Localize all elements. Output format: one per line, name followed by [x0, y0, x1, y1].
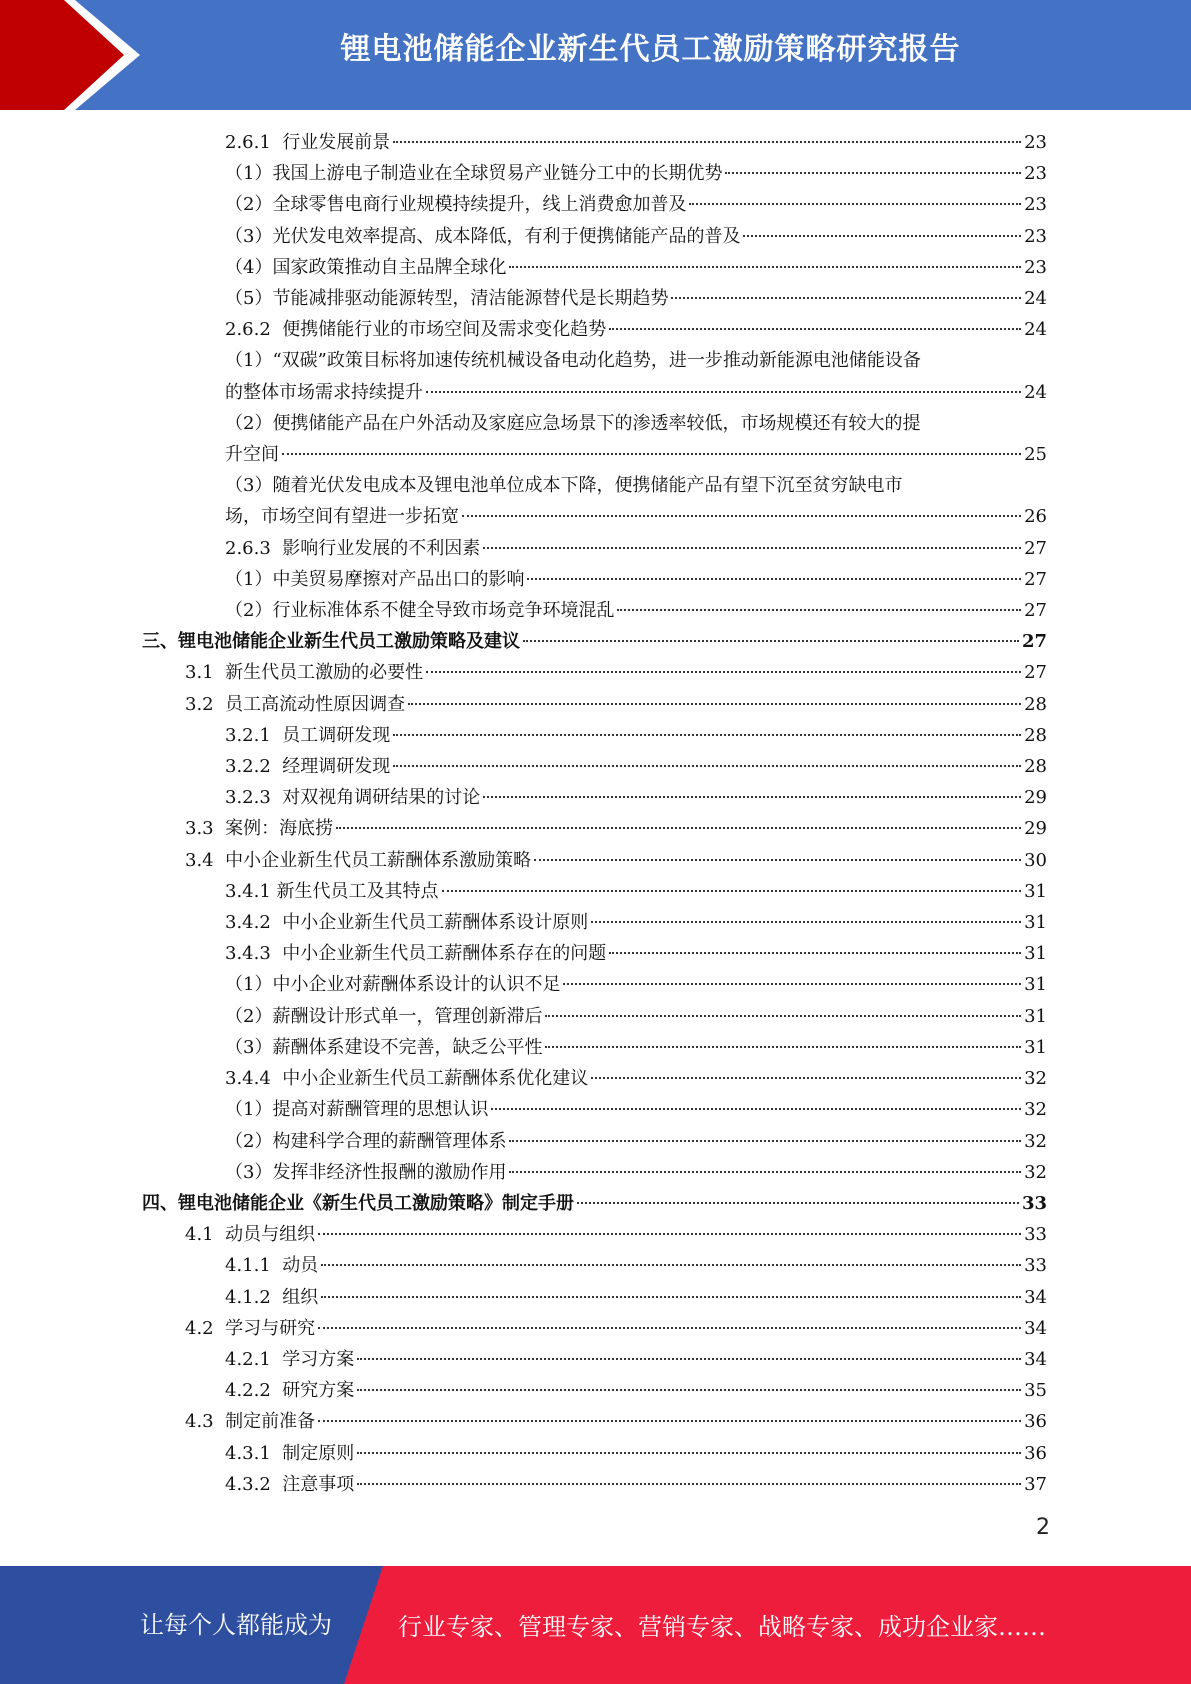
toc-dot-leader: [509, 1171, 1021, 1173]
toc-dot-leader: [689, 203, 1021, 205]
toc-entry-title: 学习与研究: [225, 1317, 316, 1339]
toc-entry[interactable]: [225, 533, 1191, 564]
toc-entry[interactable]: [225, 938, 1191, 969]
toc-entry[interactable]: [225, 751, 1191, 782]
toc-entry-title: 薪酬设计形式单一，管理创新滞后: [272, 1005, 543, 1027]
toc-entry-title: 经理调研发现: [282, 756, 391, 778]
toc-dot-leader: [318, 1420, 1021, 1422]
toc-entry-page: 27: [1024, 662, 1047, 684]
toc-entry-number: （1）: [225, 350, 273, 372]
toc-entry-title: 随着光伏发电成本及锂电池单位成本下降，便携储能产品有望下沉至贫穷缺电市: [272, 475, 903, 497]
toc-dot-leader: [609, 328, 1021, 330]
toc-entry-number: 3.3: [185, 818, 226, 840]
toc-dot-leader: [527, 578, 1021, 580]
toc-entry-page: 32: [1024, 1130, 1047, 1152]
toc-entry-page: 31: [1024, 912, 1047, 934]
toc-entry-number: 4.2.2: [225, 1380, 283, 1402]
toc-entry-number: 2.6.2: [225, 319, 283, 341]
toc-dot-leader: [426, 671, 1021, 673]
footer-slogan-right: 行业专家、管理专家、营销专家、战略专家、成功企业家……: [398, 1613, 1046, 1641]
toc-entry-number: 2.6.3: [225, 537, 283, 559]
toc-entry[interactable]: [185, 813, 1191, 844]
toc-dot-leader: [336, 827, 1021, 829]
toc-entry[interactable]: [225, 408, 1191, 470]
toc-entry-title: 锂电池储能企业新生代员工激励策略及建议: [178, 631, 520, 653]
toc-entry[interactable]: [225, 564, 1191, 595]
toc-dot-leader: [609, 952, 1021, 954]
toc-entry-page: 24: [1024, 381, 1047, 403]
toc-entry-number: 3.4.1: [225, 880, 277, 902]
toc-entry-page: 29: [1024, 818, 1047, 840]
toc-entry-title: 员工高流动性原因调查: [225, 693, 406, 715]
toc-dot-leader: [545, 1015, 1021, 1017]
toc-entry-page: 23: [1024, 225, 1047, 247]
page-header: [0, 0, 1191, 110]
toc-entry[interactable]: [225, 314, 1191, 345]
toc-dot-leader: [545, 1046, 1021, 1048]
toc-entry-title: 注意事项: [282, 1473, 355, 1495]
toc-entry-page: 29: [1024, 787, 1047, 809]
toc-entry-title: 我国上游电子制造业在全球贸易产业链分工中的长期优势: [272, 163, 723, 185]
toc-entry-page: 34: [1024, 1286, 1047, 1308]
toc-entry[interactable]: [225, 345, 1191, 407]
toc-entry-title: 薪酬体系建设不完善，缺乏公平性: [272, 1036, 543, 1058]
toc-entry-number: 三、: [142, 631, 178, 653]
toc-entry-title: 光伏发电效率提高、成本降低，有利于便携储能产品的普及: [272, 225, 741, 247]
toc-dot-leader: [617, 609, 1021, 611]
toc-entry-page: 31: [1024, 974, 1047, 996]
toc-entry-title: 中小企业新生代员工薪酬体系设计原则: [282, 912, 589, 934]
toc-entry-page: 33: [1024, 1224, 1047, 1246]
toc-entry-title: 提高对薪酬管理的思想认识: [272, 1099, 489, 1121]
toc-entry-title: 全球零售电商行业规模持续提升，线上消费愈加普及: [272, 194, 687, 216]
toc-entry-page: 27: [1021, 631, 1047, 653]
toc-dot-leader: [357, 1483, 1021, 1485]
toc-entry[interactable]: [225, 158, 1191, 189]
table-of-contents: [0, 127, 1191, 1500]
toc-entry-number: （2）: [225, 1130, 273, 1152]
toc-entry-title: 对双视角调研结果的讨论: [282, 787, 481, 809]
toc-entry-number: （1）: [225, 1099, 273, 1121]
toc-entry[interactable]: [225, 189, 1191, 220]
toc-entry[interactable]: [225, 1001, 1191, 1032]
toc-dot-leader: [282, 453, 1021, 455]
toc-dot-leader: [483, 547, 1021, 549]
toc-entry-page: 23: [1024, 132, 1047, 153]
toc-entry[interactable]: [185, 1406, 1191, 1437]
toc-entry-number: （3）: [225, 475, 273, 497]
toc-entry[interactable]: [225, 1094, 1191, 1125]
toc-dot-leader: [321, 1296, 1021, 1298]
toc-entry[interactable]: [185, 1219, 1191, 1250]
toc-entry-number: （5）: [225, 288, 273, 310]
toc-dot-leader: [318, 1233, 1021, 1235]
toc-dot-leader: [509, 1140, 1021, 1142]
toc-entry-title: 员工调研发现: [282, 724, 391, 746]
toc-dot-leader: [321, 1264, 1021, 1266]
toc-entry-number: 4.3: [185, 1411, 226, 1433]
toc-entry[interactable]: [185, 1313, 1191, 1344]
toc-dot-leader: [523, 640, 1019, 642]
toc-entry-title: 案例：海底捞: [225, 818, 334, 840]
toc-entry-page: 32: [1024, 1161, 1047, 1183]
toc-entry[interactable]: [225, 1375, 1191, 1406]
toc-entry-page: 23: [1024, 163, 1047, 185]
toc-dot-leader: [393, 734, 1021, 736]
toc-entry-page: 36: [1024, 1411, 1047, 1433]
page-number: 2: [1036, 1515, 1050, 1540]
document-title: 锂电池储能企业新生代员工激励策略研究报告: [340, 32, 961, 67]
toc-entry-number: （2）: [225, 412, 273, 434]
toc-entry-page: 35: [1024, 1380, 1047, 1402]
toc-entry-number: （3）: [225, 225, 273, 247]
toc-entry-number: 4.1.2: [225, 1286, 283, 1308]
toc-entry-number: （1）: [225, 163, 273, 185]
toc-entry-title: 中小企业新生代员工薪酬体系优化建议: [282, 1068, 589, 1090]
toc-entry-page: 28: [1024, 693, 1047, 715]
toc-dot-leader: [743, 235, 1021, 237]
toc-dot-leader: [563, 983, 1021, 985]
toc-entry[interactable]: [225, 470, 1191, 532]
toc-entry-title: 节能减排驱动能源转型，清洁能源替代是长期趋势: [272, 288, 669, 310]
toc-entry-page: 30: [1024, 849, 1047, 871]
toc-dot-leader: [725, 172, 1021, 174]
toc-entry-page: 27: [1024, 537, 1047, 559]
toc-entry[interactable]: [225, 1250, 1191, 1281]
toc-entry[interactable]: [185, 657, 1191, 688]
toc-entry-page: 31: [1024, 943, 1047, 965]
toc-entry-number: 3.1: [185, 662, 226, 684]
toc-entry[interactable]: [225, 1126, 1191, 1157]
toc-entry-number: （4）: [225, 256, 273, 278]
toc-entry-page: 23: [1024, 256, 1047, 278]
toc-entry-title-continued: 的整体市场需求持续提升: [225, 381, 423, 403]
toc-entry-title: 新生代员工激励的必要性: [225, 662, 424, 684]
toc-entry-number: 4.2.1: [225, 1348, 283, 1370]
toc-entry-title: 制定原则: [282, 1442, 355, 1464]
toc-entry[interactable]: [225, 252, 1191, 283]
toc-entry[interactable]: [225, 969, 1191, 1000]
toc-dot-leader: [591, 921, 1021, 923]
toc-entry[interactable]: [225, 876, 1191, 907]
toc-entry[interactable]: [225, 221, 1191, 252]
toc-entry[interactable]: [225, 595, 1191, 626]
toc-entry-title: 组织: [282, 1286, 319, 1308]
toc-entry-page: 32: [1024, 1068, 1047, 1090]
toc-entry-number: （3）: [225, 1036, 273, 1058]
toc-entry-number: 3.4: [185, 849, 226, 871]
toc-entry-number: （1）: [225, 974, 273, 996]
toc-dot-leader: [462, 515, 1021, 517]
toc-entry-number: （2）: [225, 194, 273, 216]
toc-entry-page: 24: [1024, 319, 1047, 341]
toc-entry[interactable]: [185, 845, 1191, 876]
toc-dot-leader: [393, 765, 1021, 767]
toc-entry[interactable]: [225, 127, 1191, 158]
toc-entry[interactable]: [225, 1469, 1191, 1500]
toc-dot-leader: [357, 1358, 1021, 1360]
toc-entry-number: 4.3.2: [225, 1473, 283, 1495]
toc-entry-number: 4.1: [185, 1224, 226, 1246]
toc-dot-leader: [408, 703, 1021, 705]
toc-entry-number: 3.2.3: [225, 787, 283, 809]
toc-entry-title: 行业发展前景: [282, 132, 391, 153]
toc-entry-number: 四、: [142, 1192, 178, 1214]
toc-entry[interactable]: [185, 689, 1191, 720]
toc-entry[interactable]: [225, 907, 1191, 938]
toc-entry-page: 33: [1024, 1255, 1047, 1277]
toc-entry[interactable]: [225, 720, 1191, 751]
toc-entry-title: 便携储能产品在户外活动及家庭应急场景下的渗透率较低，市场规模还有较大的提: [272, 412, 921, 434]
toc-entry[interactable]: [225, 1063, 1191, 1094]
toc-entry-title: 便携储能行业的市场空间及需求变化趋势: [282, 319, 607, 341]
toc-entry[interactable]: [225, 1157, 1191, 1188]
toc-entry-title: 影响行业发展的不利因素: [282, 537, 481, 559]
toc-entry-number: 2.6.1: [225, 132, 283, 153]
toc-entry-page: 26: [1024, 506, 1047, 528]
toc-dot-leader: [577, 1202, 1019, 1204]
toc-entry-title: 中小企业新生代员工薪酬体系存在的问题: [282, 943, 607, 965]
toc-entry[interactable]: [225, 1344, 1191, 1375]
toc-entry[interactable]: [225, 283, 1191, 314]
toc-entry-title: 研究方案: [282, 1380, 355, 1402]
toc-entry-title-continued: 升空间: [225, 444, 279, 466]
toc-entry[interactable]: [225, 1282, 1191, 1313]
toc-entry-title: 动员: [282, 1255, 319, 1277]
toc-dot-leader: [318, 1327, 1021, 1329]
toc-entry-number: 4.3.1: [225, 1442, 283, 1464]
toc-entry-title: 锂电池储能企业《新生代员工激励策略》制定手册: [178, 1192, 574, 1214]
toc-entry-title: 发挥非经济性报酬的激励作用: [272, 1161, 507, 1183]
toc-entry-page: 37: [1024, 1473, 1047, 1495]
toc-dot-leader: [357, 1452, 1021, 1454]
footer-slogan-left: 让每个人都能成为: [140, 1611, 332, 1639]
toc-entry-number: （2）: [225, 1005, 273, 1027]
toc-dot-leader: [509, 266, 1021, 268]
toc-entry-number: （3）: [225, 1161, 273, 1183]
toc-entry-number: 3.4.4: [225, 1068, 283, 1090]
toc-entry-page: 24: [1024, 288, 1047, 310]
toc-entry-page: 27: [1024, 600, 1047, 622]
toc-dot-leader: [483, 796, 1021, 798]
toc-entry-number: 3.4.3: [225, 943, 283, 965]
toc-entry-page: 36: [1024, 1442, 1047, 1464]
toc-entry-title: 中小企业新生代员工薪酬体系激励策略: [225, 849, 532, 871]
toc-entry-page: 33: [1021, 1192, 1047, 1214]
toc-entry[interactable]: [142, 1188, 1191, 1219]
toc-dot-leader: [357, 1389, 1021, 1391]
toc-dot-leader: [534, 859, 1021, 861]
toc-dot-leader: [426, 391, 1021, 393]
toc-entry-title: 新生代员工及其特点: [276, 880, 439, 902]
toc-entry-number: （1）: [225, 568, 273, 590]
toc-entry-page: 25: [1024, 444, 1047, 466]
toc-entry-page: 23: [1024, 194, 1047, 216]
toc-dot-leader: [491, 1108, 1021, 1110]
toc-entry-page: 31: [1024, 880, 1047, 902]
toc-entry-number: 3.2.1: [225, 724, 283, 746]
toc-entry-title: 中小企业对薪酬体系设计的认识不足: [272, 974, 561, 996]
toc-entry[interactable]: [225, 1032, 1191, 1063]
toc-entry-page: 32: [1024, 1099, 1047, 1121]
toc-entry-title: 学习方案: [282, 1348, 355, 1370]
toc-entry-page: 31: [1024, 1005, 1047, 1027]
toc-entry-title: 动员与组织: [225, 1224, 316, 1246]
toc-entry-page: 28: [1024, 756, 1047, 778]
toc-entry[interactable]: [142, 626, 1191, 657]
header-chevron-decoration: [0, 0, 160, 110]
toc-entry-title: 国家政策推动自主品牌全球化: [272, 256, 507, 278]
toc-entry-page: 27: [1024, 568, 1047, 590]
toc-entry-page: 28: [1024, 724, 1047, 746]
toc-entry-number: 3.4.2: [225, 912, 283, 934]
toc-entry-page: 34: [1024, 1348, 1047, 1370]
toc-dot-leader: [393, 141, 1021, 143]
toc-entry-title: 制定前准备: [225, 1411, 316, 1433]
toc-dot-leader: [442, 890, 1022, 892]
toc-entry-number: 4.1.1: [225, 1255, 283, 1277]
toc-entry-title: “双碳”政策目标将加速传统机械设备电动化趋势，进一步推动新能源电池储能设备: [272, 350, 921, 372]
toc-entry-title: 行业标准体系不健全导致市场竞争环境混乱: [272, 600, 615, 622]
toc-entry-number: 3.2.2: [225, 756, 283, 778]
toc-entry-title: 中美贸易摩擦对产品出口的影响: [272, 568, 525, 590]
toc-entry-number: 4.2: [185, 1317, 226, 1339]
toc-entry[interactable]: [225, 1438, 1191, 1469]
toc-entry[interactable]: [225, 782, 1191, 813]
toc-entry-number: （2）: [225, 600, 273, 622]
toc-entry-number: 3.2: [185, 693, 226, 715]
toc-dot-leader: [671, 297, 1021, 299]
page-footer: [0, 1566, 1191, 1684]
toc-entry-title-continued: 场，市场空间有望进一步拓宽: [225, 506, 459, 528]
toc-entry-page: 34: [1024, 1317, 1047, 1339]
toc-entry-title: 构建科学合理的薪酬管理体系: [272, 1130, 507, 1152]
toc-entry-page: 31: [1024, 1036, 1047, 1058]
toc-dot-leader: [591, 1077, 1021, 1079]
